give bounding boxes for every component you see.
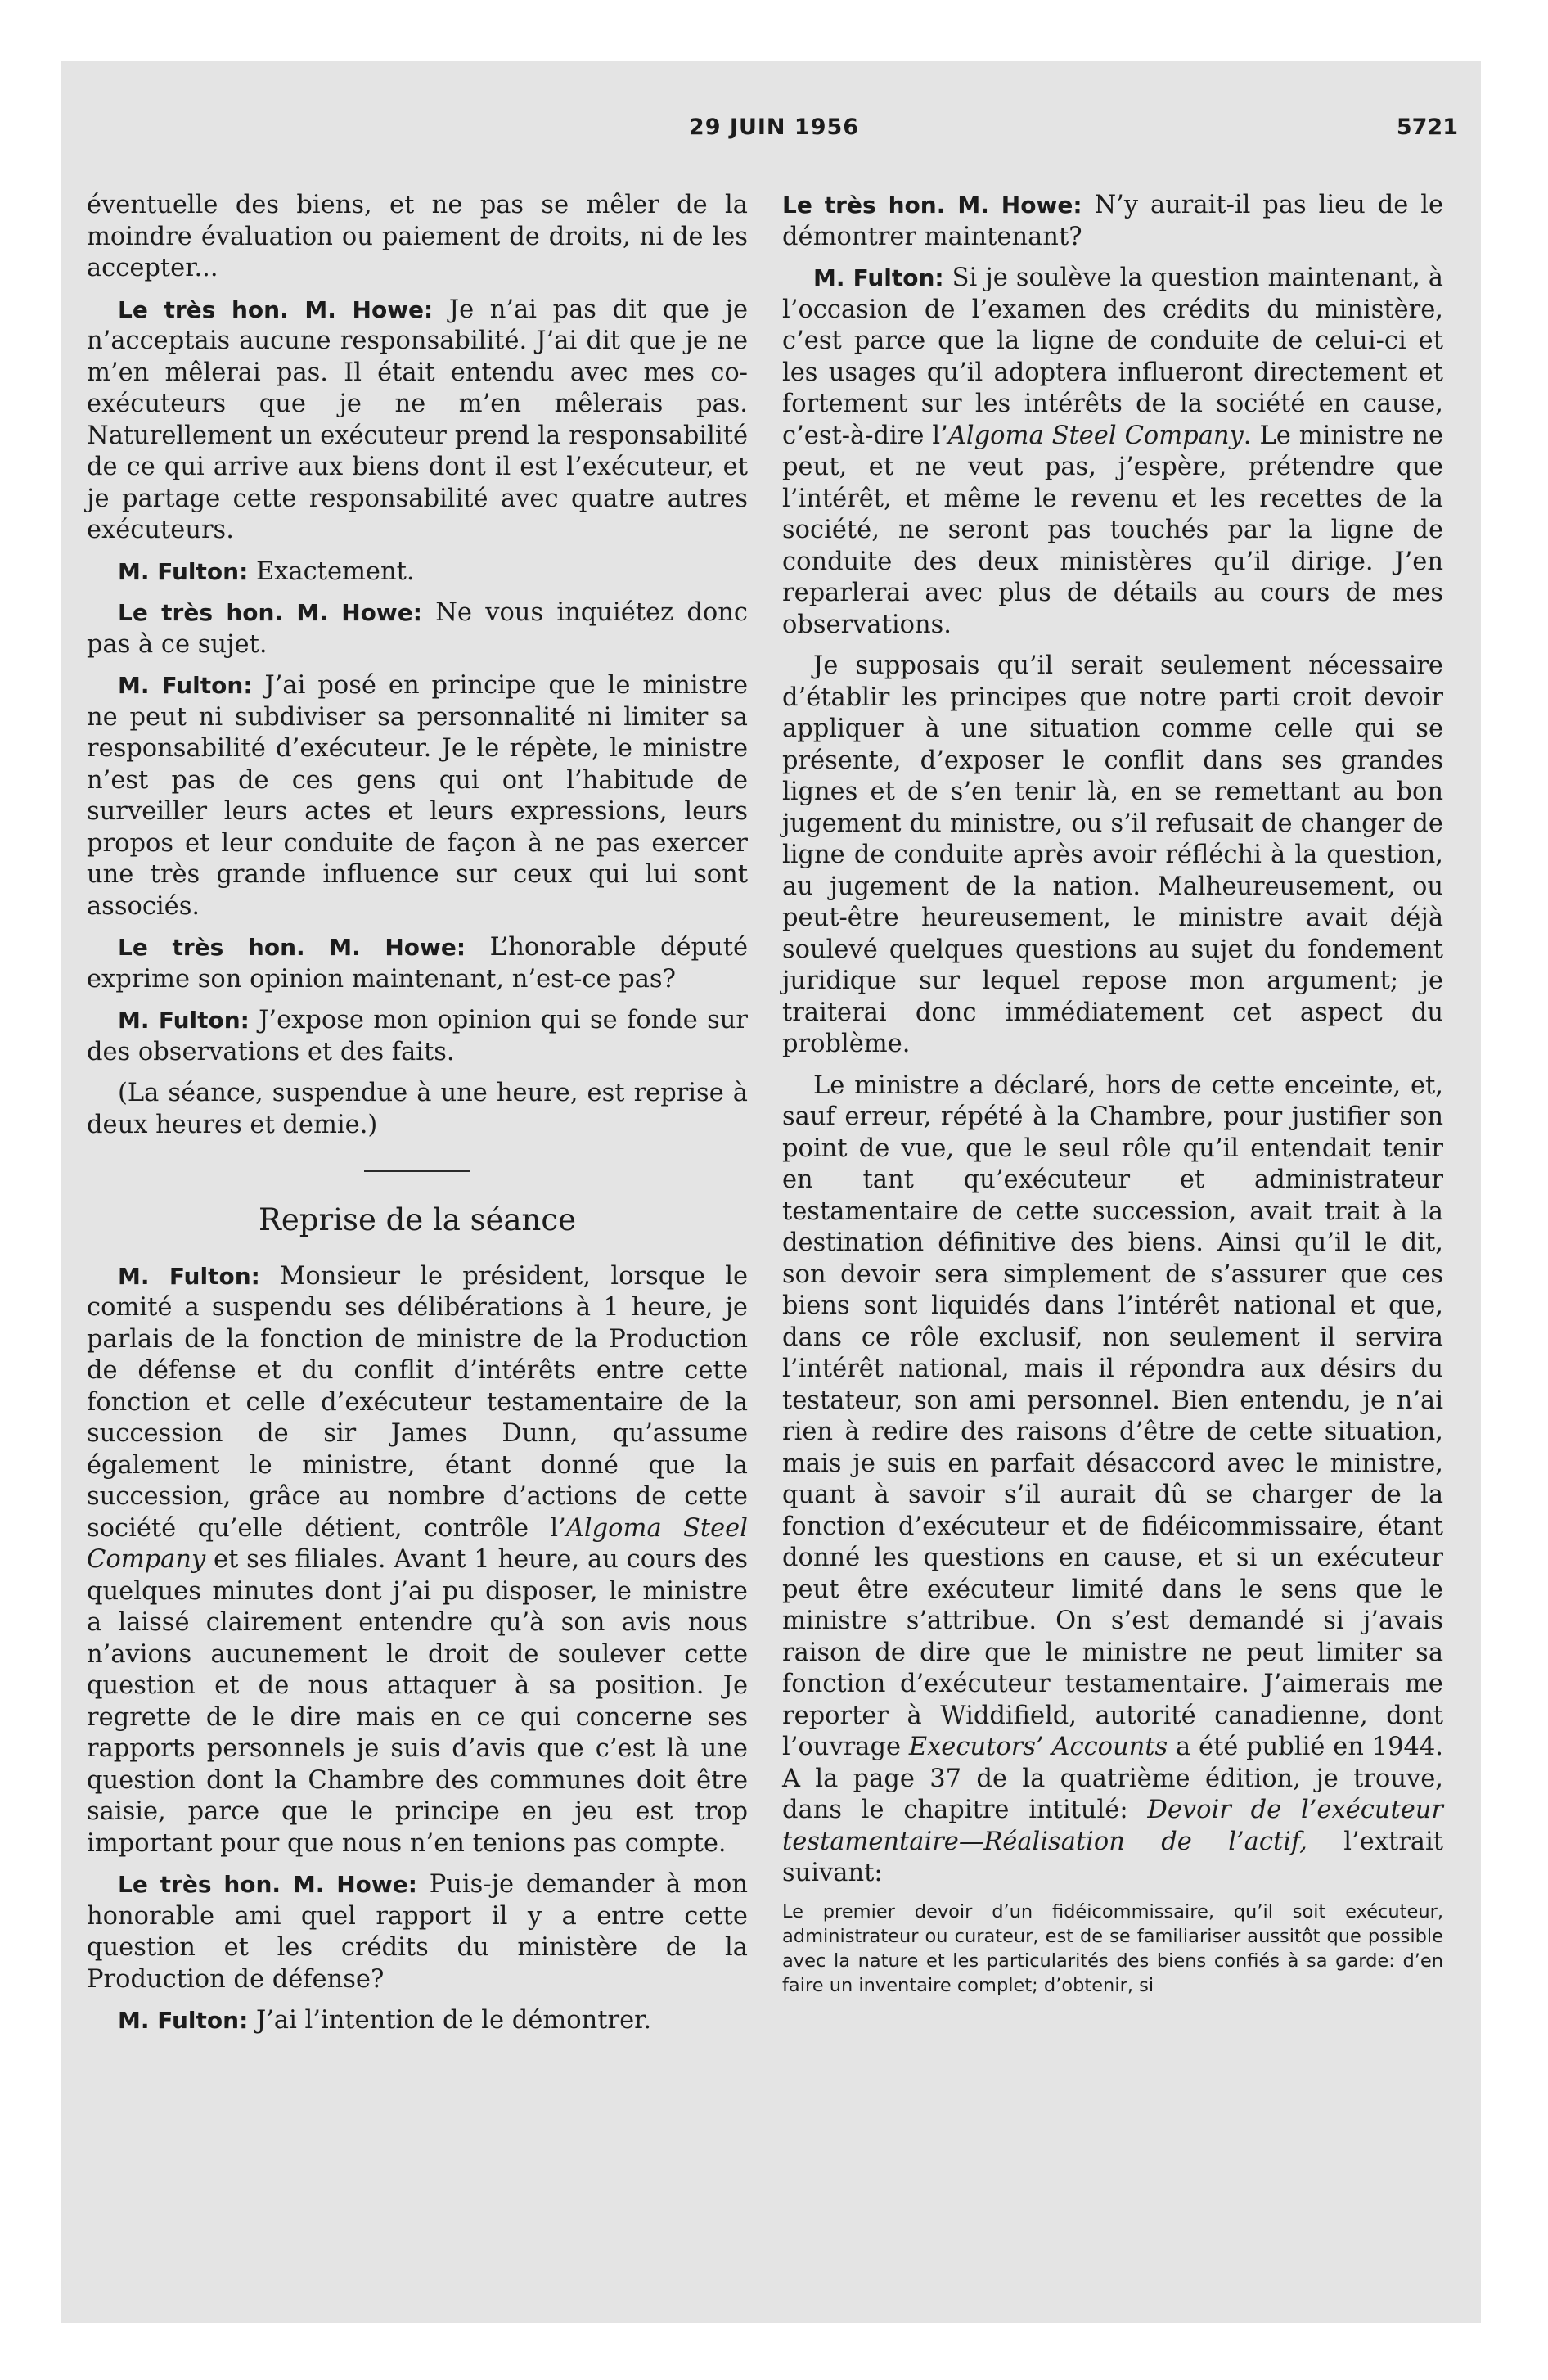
paragraph — [87, 1261, 748, 1860]
paragraph-text: J’ai posé en principe que le ministre ne peut ni subdiviser sa personnalité ni limiter sa responsabilité d’exécuteur. Je le répète, le ministre n’est pas de ces gens qui ont l’habitude de surveiller leurs actes et leurs expressions, leurs propos et leur conduite de façon à ne pas exercer une très grande influence sur ceux qui lui sont associés. — [87, 671, 749, 921]
paragraph — [87, 932, 748, 995]
speaker-name: Le très hon. M. Howe: — [118, 1871, 417, 1898]
paragraph-text: l’extrait suivant: — [782, 1827, 1443, 1887]
paragraph — [87, 1869, 748, 1995]
italic-text: Executors’ Accounts — [908, 1733, 1168, 1761]
section-divider — [364, 1170, 470, 1172]
paragraph — [87, 597, 748, 660]
paragraph — [782, 1071, 1443, 1890]
speaker-name: M. Fulton: — [118, 1262, 260, 1290]
paragraph-text: Je n’ai pas dit que je n’acceptais aucune responsabilité. J’ai dit que je ne m’en mêlerai pas. Il était entendu avec mes co-exécuteurs que je ne m’en mêlerais pas. Naturellement un exécuteur prend la responsabilité de ce qui arrive aux biens dont il est l’exécuteur, et je partage cette responsabilité avec quatre autres exécuteurs. — [87, 295, 749, 544]
header-date: 29 JUIN 1956 — [688, 115, 860, 140]
paragraph-text: éventuelle des biens, et ne pas se mêler de la moindre évaluation ou paiement de droits, ni de les accepter... — [87, 191, 748, 282]
paragraph-text: Exactement. — [248, 557, 415, 586]
paragraph-text: Monsieur le président, lorsque le comité a suspendu ses délibérations à 1 heure, je parlais de la fonction de ministre de la Production de défense et du conflit d’intérêts entre cette fonction et celle d’exécuteur testamentaire de la succession de sir James Dunn, qu’assume également le ministre, étant donné que la succession, grâce au nombre d’actions de cette société qu’elle détient, contrôle l’ — [87, 1261, 749, 1543]
paragraph — [782, 263, 1443, 641]
paragraph-text: J’ai l’intention de le démontrer. — [248, 2006, 652, 2035]
speaker-name: Le très hon. M. Howe: — [118, 295, 434, 323]
italic-text: Devoir de l’exécuteur testamentaire—Réalisation de l’actif, — [782, 1796, 1443, 1856]
speaker-name: M. Fulton: — [118, 1007, 250, 1034]
right-column — [782, 190, 1443, 1998]
speaker-name: M. Fulton: — [118, 672, 253, 699]
block-quote — [782, 1900, 1443, 1998]
paragraph-text: N’y aurait-il pas lieu de le démontrer maintenant? — [782, 191, 1443, 251]
left-column — [87, 190, 748, 2047]
paragraph — [87, 295, 748, 547]
paragraph — [87, 670, 748, 922]
paragraph — [87, 2005, 748, 2037]
paragraph — [782, 190, 1443, 253]
paragraph-text: Le ministre a déclaré, hors de cette enceinte, et, sauf erreur, répété à la Chambre, pour justifier son point de vue, que le seul rôle qu’il entendait tenir en tant qu’exécuteur et administrateur testamentaire de cette succession, avait trait à la destination définitive des biens. Ainsi qu’il le dit, son devoir sera simplement de s’assurer que ces biens sont liquidés dans l’intérêt national et que, dans ce rôle exclusif, non seulement il servira l’intérêt national, mais il répondra aux désirs du testateur, son ami personnel. Bien entendu, je n’ai rien à redire des raisons d’être de cette situation, mais je suis en parfait désaccord avec le ministre, quant à savoir s’il aurait dû se charger de la fonction d’exécuteur et de fidéicommissaire, étant donné les questions en cause, et si un exécuteur peut être exécuteur limité dans le sens que le ministre s’attribue. On s’est demandé si j’avais raison de dire que le ministre ne peut limiter sa fonction d’exécuteur testamentaire. J’aimerais me reporter à Widdifield, autorité canadienne, dont l’ouvrage — [782, 1071, 1443, 1761]
speaker-name: Le très hon. M. Howe: — [118, 934, 466, 961]
speaker-name: M. Fulton: — [118, 2007, 249, 2034]
speaker-name: M. Fulton: — [813, 264, 944, 291]
page-header — [90, 115, 1458, 147]
speaker-name: Le très hon. M. Howe: — [118, 599, 422, 626]
paragraph-text: . Le ministre ne peut, et ne veut pas, j’espère, prétendre que l’intérêt, et même le revenu et les recettes de la société, ne seront pas touchés par la ligne de conduite des deux ministères qu’il dirige. J’en reparlerai avec plus de détails au cours de mes observations. — [782, 421, 1443, 639]
paragraph-text: L’honorable député exprime son opinion maintenant, n’est-ce pas? — [87, 933, 748, 994]
page-number: 5721 — [1396, 115, 1458, 140]
paragraph-text: Puis-je demander à mon honorable ami quel rapport il y a entre cette question et les crédits du ministère de la Production de défense? — [87, 1870, 748, 1994]
section-title: Reprise de la séance — [259, 1202, 576, 1237]
paragraph-text: a été publié en 1944. A la page 37 de la quatrième édition, je trouve, dans le chapitre intitulé: — [782, 1733, 1443, 1824]
paragraph — [87, 1078, 748, 1141]
italic-text: Algoma Steel Company — [87, 1513, 748, 1574]
paragraph-text: et ses filiales. Avant 1 heure, au cours des quelques minutes dont j’ai pu disposer, le ministre a laissé clairement entendre qu’à son avis nous n’avions aucunement le droit de soulever cette question et de nous attaquer à sa position. Je regrette de le dire mais en ce qui concerne ses rapports personnels je suis d’avis que c’est là une question dont la Chambre des communes doit être saisie, parce que le principe en jeu est trop important pour que nous n’en tenions pas compte. — [87, 1545, 748, 1858]
speaker-name: Le très hon. M. Howe: — [782, 192, 1082, 219]
paragraph-text: (La séance, suspendue à une heure, est reprise à deux heures et demie.) — [87, 1079, 748, 1139]
italic-text: Algoma Steel Company — [947, 421, 1244, 450]
paragraph-text: Je supposais qu’il serait seulement nécessaire d’établir les principes que notre parti croit devoir appliquer à une situation comme celle qui se présente, d’exposer le conflit dans ses grandes lignes et de s’en tenir là, en se remettant au bon jugement du ministre, ou s’il refusait de changer de ligne de conduite après avoir réfléchi à la question, au jugement de la nation. Malheureusement, ou peut-être heureusement, le ministre avait déjà soulevé quelques questions au sujet du fondement juridique sur lequel repose mon argument; je traiterai donc immédiatement cet aspect du problème. — [782, 651, 1443, 1058]
paragraph-text: Ne vous inquiétez donc pas à ce sujet. — [87, 598, 748, 659]
quote-text: Le premier devoir d’un fidéicommissaire, qu’il soit exécuteur, administrateur ou curateur, est de se familiariser aussitôt que possible avec la nature et les particularités des biens confiés à sa garde: d’en faire un inventaire complet; d’obtenir, si — [782, 1900, 1443, 1996]
paragraph — [87, 557, 748, 588]
paragraph — [782, 651, 1443, 1061]
paragraph — [87, 1005, 748, 1068]
paragraph-text: Si je soulève la question maintenant, à l’occasion de l’examen des crédits du ministère, c’est parce que la ligne de conduite de celui-ci et les usages qu’il adoptera influeront directement et fortement sur les intérêts de la société en cause, c’est-à-dire l’ — [782, 264, 1443, 450]
speaker-name: M. Fulton: — [118, 557, 249, 585]
paragraph-text: J’expose mon opinion qui se fonde sur des observations et des faits. — [87, 1006, 748, 1066]
paragraph — [87, 190, 748, 285]
